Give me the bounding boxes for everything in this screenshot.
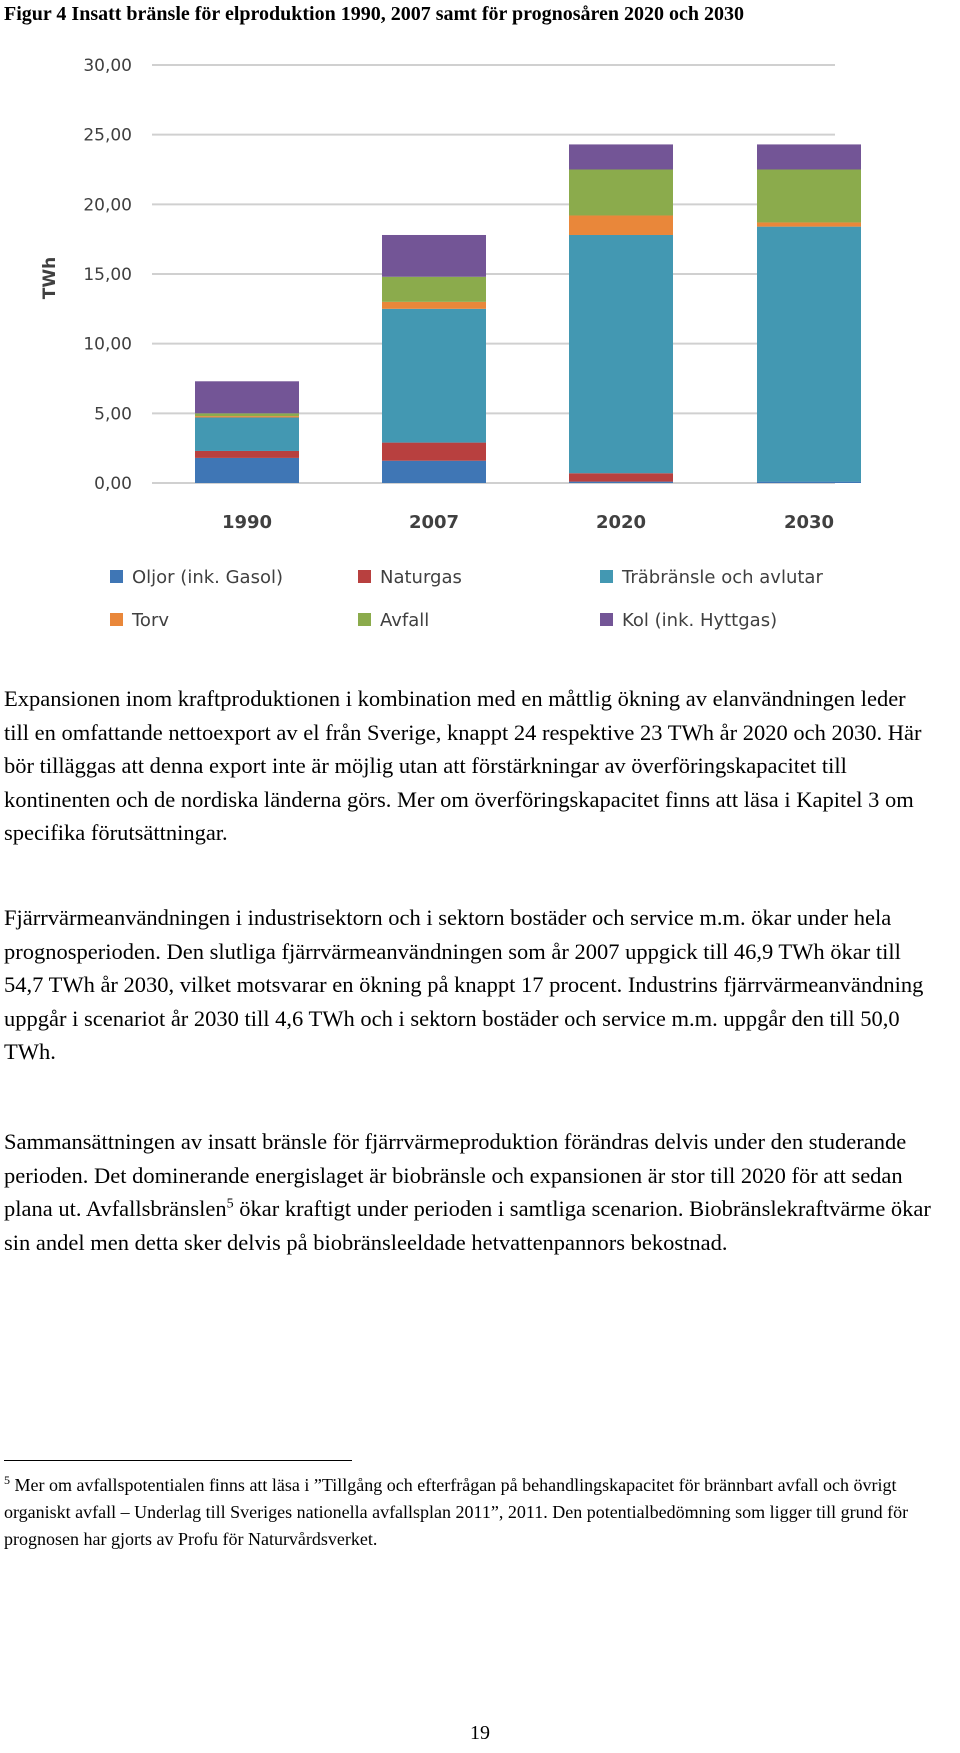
bar-segment bbox=[757, 222, 861, 226]
paragraph-fuel-mix bbox=[4, 1125, 934, 1259]
legend-swatch bbox=[600, 613, 613, 626]
bar-segment bbox=[569, 235, 673, 473]
legend-swatch bbox=[600, 570, 613, 583]
bar-segment bbox=[195, 418, 299, 451]
fuel-chart bbox=[0, 40, 960, 650]
legend-swatch bbox=[358, 613, 371, 626]
bar-segment bbox=[195, 413, 299, 416]
bar-segment bbox=[382, 235, 486, 277]
bar-segment bbox=[569, 170, 673, 216]
bar-segment bbox=[382, 309, 486, 443]
bar-segment bbox=[382, 461, 486, 483]
y-tick-label: 5,00 bbox=[94, 404, 132, 425]
x-tick-label: 2007 bbox=[408, 512, 460, 533]
paragraph-export: Expansionen inom kraftproduktionen i kombination med en måttlig ökning av elanvändningen leder till en omfattande nettoexport av el från Sverige, knappt 24 respektive 23 TWh år 2020 och 2030. Här bör tilläggas att denna export inte är möjlig utan att förstärkningar av överföringskapacitet till kontinenten och de nordiska länderna görs. Mer om överföringskapacitet finns att läsa i Kapitel 3 om specifika förutsättningar. bbox=[4, 686, 922, 845]
legend-label: Torv bbox=[132, 610, 170, 631]
x-tick-label: 2020 bbox=[595, 512, 647, 533]
bar-segment bbox=[757, 144, 861, 169]
legend-swatch bbox=[110, 613, 123, 626]
y-tick-label: 30,00 bbox=[83, 56, 132, 76]
bar-segment bbox=[195, 451, 299, 458]
bar-segment bbox=[382, 302, 486, 309]
y-tick-label: 10,00 bbox=[83, 334, 132, 355]
bar-segment bbox=[569, 482, 673, 483]
figure-title: Figur 4 Insatt bränsle för elproduktion 1990, 2007 samt för prognosåren 2020 och 2030 bbox=[4, 3, 745, 25]
bar-segment bbox=[569, 215, 673, 235]
y-axis-label: TWh bbox=[40, 256, 60, 300]
legend-label: Träbränsle och avlutar bbox=[622, 567, 823, 588]
legend-label: Avfall bbox=[380, 610, 430, 631]
bar-segment bbox=[195, 381, 299, 413]
paragraph-fuel-mix-part1: Sammansättningen av insatt bränsle för fjärrvärmeproduktion förändras delvis under den studerande perioden. Det dominerande energislaget är biobränsle och expansionen är stor till 2020 för att sedan plana ut. Avfallsbränslen bbox=[4, 1129, 907, 1221]
bar-segment bbox=[569, 144, 673, 169]
footnote-reference[interactable]: 5 bbox=[226, 1196, 234, 1212]
x-tick-label: 1990 bbox=[221, 512, 273, 533]
bar-segment bbox=[757, 227, 861, 482]
legend-label: Oljor (ink. Gasol) bbox=[132, 567, 283, 588]
bar-segment bbox=[195, 416, 299, 417]
bar-segment bbox=[569, 473, 673, 481]
legend-label: Naturgas bbox=[380, 567, 462, 588]
legend-swatch bbox=[110, 570, 123, 583]
bar-segment bbox=[757, 170, 861, 223]
footnote-text: Mer om avfallspotentialen finns att läsa i ”Tillgång och efterfrågan på behandlingskapacitet för brännbart avfall och övrigt organiskt avfall – Underlag till Sveriges nationella avfallsplan 2011”, 2011. Den potentialbedömning som ligger till grund för prognosen har gjorts av Profu för Naturvårdsverket. bbox=[4, 1475, 909, 1549]
x-tick-label: 2030 bbox=[783, 512, 835, 533]
bar-segment bbox=[382, 277, 486, 302]
bar-segment bbox=[382, 443, 486, 461]
bar-segment bbox=[757, 482, 861, 483]
y-tick-label: 25,00 bbox=[83, 125, 132, 146]
footnote-number: 5 bbox=[4, 1473, 10, 1487]
y-tick-label: 20,00 bbox=[83, 195, 132, 216]
y-tick-label: 0,00 bbox=[94, 474, 132, 494]
y-tick-label: 15,00 bbox=[83, 265, 132, 285]
legend-swatch bbox=[358, 570, 371, 583]
paragraph-district-heating: Fjärrvärmeanvändningen i industrisektorn och i sektorn bostäder och service m.m. ökar under hela prognosperioden. Den slutliga fjärrvärmeanvändningen som år 2007 uppgick till 46,9 TWh ökar till 54,7 TWh år 2030, vilket motsvarar en ökning på knappt 17 procent. Industrins fjärrvärmeanvändning uppgår i scenariot år 2030 till 4,6 TWh och i sektorn bostäder och service m.m. uppgår den till 50,0 TWh. bbox=[4, 905, 924, 1064]
footnote-separator bbox=[4, 1460, 352, 1461]
footnote bbox=[4, 1472, 944, 1553]
bar-segment bbox=[195, 458, 299, 483]
legend-label: Kol (ink. Hyttgas) bbox=[622, 610, 778, 631]
page-number: 19 bbox=[470, 1722, 490, 1744]
paragraph-fuel-mix-part2: ökar kraftigt under perioden i samtliga scenarion. Biobränslekraftvärme ökar sin andel men detta sker delvis på biobränsleeldade hetvattenpannors bekostnad. bbox=[4, 1196, 931, 1255]
